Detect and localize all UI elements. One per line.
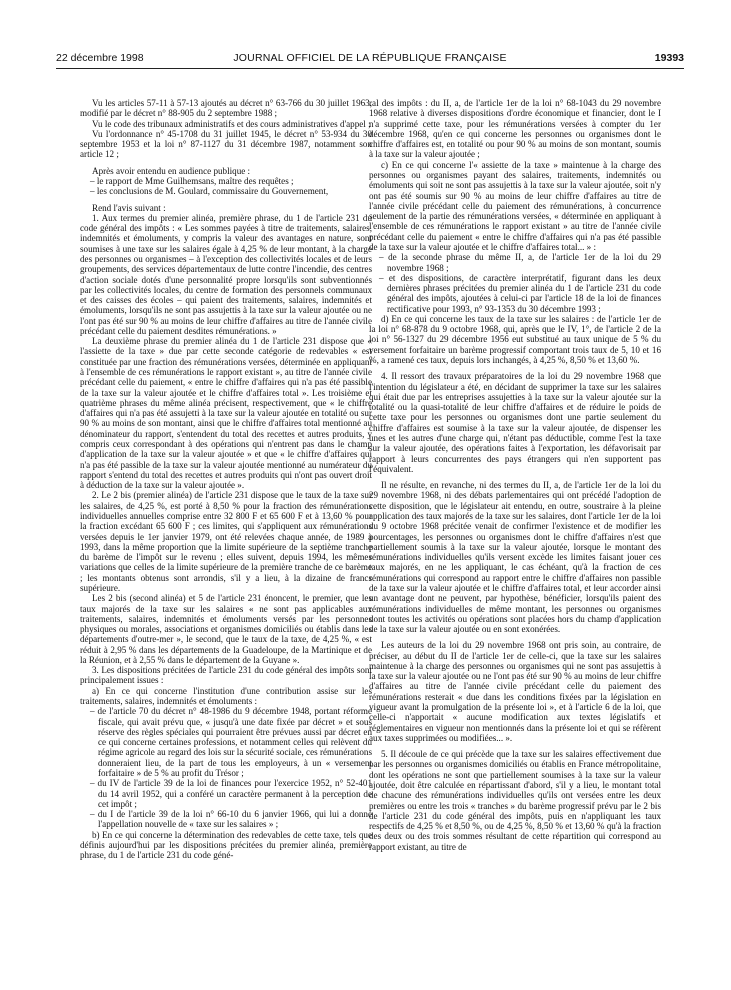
paragraph: d) En ce qui concerne les taux de la taxe sur les salaires : de l'article 1er de la loi n° 68-878 du 9 octobre 1968, qui, après que le IV, 1°, de l'article 2 de la loi n° 56-1327 du 29 décembre 1956 eut substitué au taux unique de 5 % du versement forfaitaire un barème progressif comportant trois taux de 5, 10 et 16 %, a ramené ces taux, depuis lors inchangés, à 4,25 %, 8,50 % et 13,60 %. [369,313,661,366]
paragraph: 4. Il ressort des travaux préparatoires de la loi du 29 novembre 1968 que l'intention du législateur a été, en décidant de supprimer la taxe sur les salaires qui était due par les entreprises assujetties à la taxe sur la valeur ajoutée sur la totalité ou la quasi-totalité de leur chiffre d'affaires et de réduire le poids de cette taxe pour les personnes ou organismes dont une partie seulement du chiffre d'affaires est soumise à la taxe sur la valeur ajoutée, de dispenser les unes et les autres d'une charge qui, n'étant pas déductible, comme l'est la taxe sur la valeur ajoutée, des opérations faites à l'exportation, les défavorisait par rapport à leurs concurrentes des pays étrangers qui n'en supportent pas l'équivalent. [369,371,661,474]
dash-item: – le rapport de Mme Guilhemsans, maître des requêtes ; [90,175,294,186]
paragraph: 2. Le 2 bis (premier alinéa) de l'article 231 dispose que le taux de la taxe sur les salaires, de 4,25 %, est porté à 8,50 % pour la fraction des rémunérations individuelles annuelles comprise entre 32 800 F et 65 600 F et à 13,60 % pour la fraction excédant 65 600 F ; ces limites, qui s'appliquent aux rémunérations versées depuis le 1er janvier 1979, ont été relevées chaque année, de 1989 à 1993, dans la même proportion que la limite supérieure de la septième tranche du barème de l'impôt sur le revenu ; elles suivent, depuis 1994, les mêmes variations que celles de la limite supérieure de la première tranche de ce barème ; les montants obtenus sont arrondis, s'il y a lieu, à la dizaine de francs supérieure. [80,490,372,593]
paragraph: 3. Les dispositions précitées de l'article 231 du code général des impôts sont principalement issues : [80,665,372,686]
paragraph: Les auteurs de la loi du 29 novembre 1968 ont pris soin, au contraire, de préciser, au début du II de l'article 1er de celle-ci, que la taxe sur les salaires maintenue à la charge des personnes ou organismes qui ne sont pas assujettis à la taxe sur la valeur ajoutée ou ne l'ont pas été sur 90 % au moins de leur chiffre d'affaires au titre de l'année civile précédant celle du paiement des rémunérations resterait « due dans les conditions fixées par la législation en vigueur avant la promulgation de la présente loi », et à l'article 6 de la loi, que celle-ci n'apportait « aucune modification aux textes législatifs et réglementaires en vigueur non mentionnés dans la présente loi et qui se réfèrent aux taxes supprimées ou modifiées... ». [369,640,661,743]
paragraph: Il ne résulte, en revanche, ni des termes du II, a, de l'article 1er de la loi du 29 novembre 1968, ni des débats parlementaires qui ont précédé l'adoption de cette disposition, que le législateur ait entendu, en outre, soustraire à la pleine application des taux majorés de la taxe sur les salaires, dont l'article 1er de la loi du 9 octobre 1968 précitée venait de confirmer l'existence et de modifier les pourcentages, les personnes ou organismes dont le chiffre d'affaires n'est que partiellement soumis à la taxe sur la valeur ajoutée, lorsque le montant des rémunérations individuelles qu'ils versent excède les limites faisant jouer ces taux majorés, en ne les appliquant, le cas échéant, qu'à la fraction de ces rémunérations qui correspond au rapport entre le chiffre d'affaires non passible de la taxe sur la valeur ajoutée et le chiffre d'affaires total, et leur accorder ainsi un avantage dont ne peuvent, par hypothèse, bénéficier, lorsqu'ils paient des rémunérations individuelles de même montant, les personnes ou organismes dont toutes les activités ou opérations sont placées hors du champ d'application de la taxe sur la valeur ajoutée ou en sont exonérées. [369,480,661,635]
paragraph: 5. Il découle de ce qui précède que la taxe sur les salaires effectivement due par les personnes ou organismes domiciliés ou établis en France métropolitaine, dont les opérations ne sont que partiellement soumises à la taxe sur la valeur ajoutée, doit être calculée en répartissant d'abord, s'il y a lieu, le montant total de chacune des rémunérations individuelles qu'ils ont versées entre les deux premières ou entre les trois « tranches » du barème progressif prévu par le 2 bis de l'article 231 du code général des impôts, puis en n'appliquant les taux respectifs de 4,25 % et 8,50 %, ou de 4,25 %, 8,50 % et 13,60 % qu'à la fraction des deux ou des trois sommes résultant de cette répartition qui correspond au rapport existant, au titre de [369,749,661,852]
paragraph: Les 2 bis (second alinéa) et 5 de l'article 231 énoncent, le premier, que les taux majorés de la taxe sur les salaires « ne sont pas applicables aux traitements, salaires, indemnités et émoluments versés par les personnes physiques ou morales, associations et organismes domiciliés ou établis dans les départements d'outre-mer », le second, que le taux de la taxe, de 4,25 %, « est réduit à 2,95 % dans les départements de la Guadeloupe, de la Martinique et de la Réunion, et à 2,55 % dans le département de la Guyane ». [80,593,372,665]
header-page-number: 19393 [654,52,684,64]
right-column [369,98,661,978]
paragraph: Après avoir entendu en audience publique : [92,165,251,176]
page-header [56,52,684,66]
paragraph: Vu l'ordonnance n° 45-1708 du 31 juillet 1945, le décret n° 53-934 du 30 septembre 1953 et la loi n° 87-1127 du 31 décembre 1987, notamment son article 12 ; [80,128,372,160]
header-rule [56,68,684,69]
dash-item: – de l'article 70 du décret n° 48-1986 du 9 décembre 1948, portant réforme fiscale, qui avait prévu que, « jusqu'à une date fixée par décret » et sous réserve des règles spéciales qui pourraient être prévues aussi par décret en ce qui concerne certaines professions, et notamment celles qui relèvent du régime agricole au regard des lois sur la sécurité sociale, ces rémunérations donneraient lieu, de la part de tous les employeurs, à un « versement forfaitaire » de 5 % au profit du Trésor ; [90,706,372,778]
paragraph: Vu le code des tribunaux administratifs et des cours administratives d'appel ; [92,118,371,129]
dash-item: – du I de l'article 39 de la loi n° 66-10 du 6 janvier 1966, qui lui a donné l'appellation nouvelle de « taxe sur les salaires » ; [90,809,372,830]
dash-item: – les conclusions de M. Goulard, commissaire du Gouvernement, [90,186,329,197]
paragraph: ral des impôts : du II, a, de l'article 1er de la loi n° 68-1043 du 29 novembre 1968 relative à diverses dispositions d'ordre économique et financier, dont le I n'a supprimé cette taxe, pour les rémunérations versées à compter du 1er décembre 1968, qu'en ce qui concerne les personnes ou organismes dont le chiffre d'affaires est, en totalité ou pour 90 % au moins de son montant, soumis à la taxe sur la valeur ajoutée ; [369,98,661,160]
header-journal-title: JOURNAL OFFICIEL DE LA RÉPUBLIQUE FRANÇAISE [233,52,507,64]
dash-item: – et des dispositions, de caractère interprétatif, figurant dans les deux dernières phrases précitées du premier alinéa du 1 de l'article 231 du code général des impôts, ajoutées à celui-ci par l'article 18 de la loi de finances rectificative pour 1993, n° 93-1353 du 30 décembre 1993 ; [379,272,661,314]
left-column [80,98,372,978]
dash-item: – de la seconde phrase du même II, a, de l'article 1er de la loi du 29 novembre 1968 ; [379,252,661,273]
paragraph: a) En ce qui concerne l'institution d'une contribution assise sur les traitements, salaires, indemnités et émoluments : [80,685,372,707]
paragraph: c) En ce qui concerne l'« assiette de la taxe » maintenue à la charge des personnes ou organismes payant des salaires, traitements, indemnités ou émoluments qui soit ne sont pas assujettis à la taxe sur la valeur ajoutée, soit n'y ont pas été soumis sur 90 % au moins de leur chiffre d'affaires au titre de l'année civile précédant celle du paiement des rémunérations, à concurrence seulement de la partie des rémunérations versées, « déterminée en appliquant à l'ensemble de ces rémunérations le rapport existant » au titre de l'année civile précédant celle du paiement « entre le chiffre d'affaires qui n'a pas été passible de la taxe sur la valeur ajoutée et le chiffre d'affaires total... » : [369,159,661,252]
paragraph: Vu les articles 57-11 à 57-13 ajoutés au décret n° 63-766 du 30 juillet 1963, modifié par le décret n° 88-905 du 2 septembre 1988 ; [80,98,372,119]
paragraph: 1. Aux termes du premier alinéa, première phrase, du 1 de l'article 231 du code général des impôts : « Les sommes payées à titre de traitements, salaires, indemnités et émoluments, y compris la valeur des avantages en nature, sont soumises à une taxe sur les salaires égale à 4,25 % de leur montant, à la charge des personnes ou organismes – à l'exception des collectivités locales et de leurs groupements, des services départementaux de lutte contre l'incendie, des centres d'action sociale dotés d'une personnalité propre lorsqu'ils sont subventionnés par les collectivités locales, du centre de formation des personnels communaux et des caisses des écoles – qui paient des traitements, salaires, indemnités et émoluments, lorsqu'ils ne sont pas assujettis à la taxe sur la valeur ajoutée ou ne l'ont pas été sur 90 % au moins de leur chiffre d'affaires au titre de l'année civile précédant celle du paiement desdites rémunérations. » [80,212,372,336]
dash-item: – du IV de l'article 39 de la loi de finances pour l'exercice 1952, n° 52-401 du 14 avril 1952, qui a conféré un caractère permanent à la perception de cet impôt ; [90,778,372,809]
paragraph: Rend l'avis suivant : [92,202,166,213]
header-date: 22 décembre 1998 [56,52,144,64]
paragraph: b) En ce qui concerne la détermination des redevables de cette taxe, tels que définis aujourd'hui par les dispositions précitées du premier alinéa, première phrase, du 1 de l'article 231 du code géné- [80,829,372,861]
paragraph: La deuxième phrase du premier alinéa du 1 de l'article 231 dispose que « l'assiette de la taxe » due par cette seconde catégorie de redevables « est constituée par une fraction des rémunérations versées, déterminée en appliquant à l'ensemble de ces rémunérations le rapport existant », au titre de l'année civile précédant celle du paiement, « entre le chiffre d'affaires qui n'a pas été passible de la taxe sur la valeur ajoutée et le chiffre d'affaires total ». Les troisième et quatrième phrases du même alinéa précisent, respectivement, que « le chiffre d'affaires qui n'a pas été assujetti à la taxe sur la valeur ajoutée en totalité ou sur 90 % au moins de son montant, ainsi que le chiffre d'affaires total mentionné au dénominateur du rapport, s'entendent du total des recettes et autres produits, y compris ceux correspondant à des opérations qui n'entrent pas dans le champ d'application de la taxe sur la valeur ajoutée » et que « le chiffre d'affaires qui n'a pas été passible de la taxe sur la valeur ajoutée mentionné au numérateur du rapport s'entend du total des recettes et autres produits qui n'ont pas ouvert droit à déduction de la taxe sur la valeur ajoutée ». [80,336,372,491]
